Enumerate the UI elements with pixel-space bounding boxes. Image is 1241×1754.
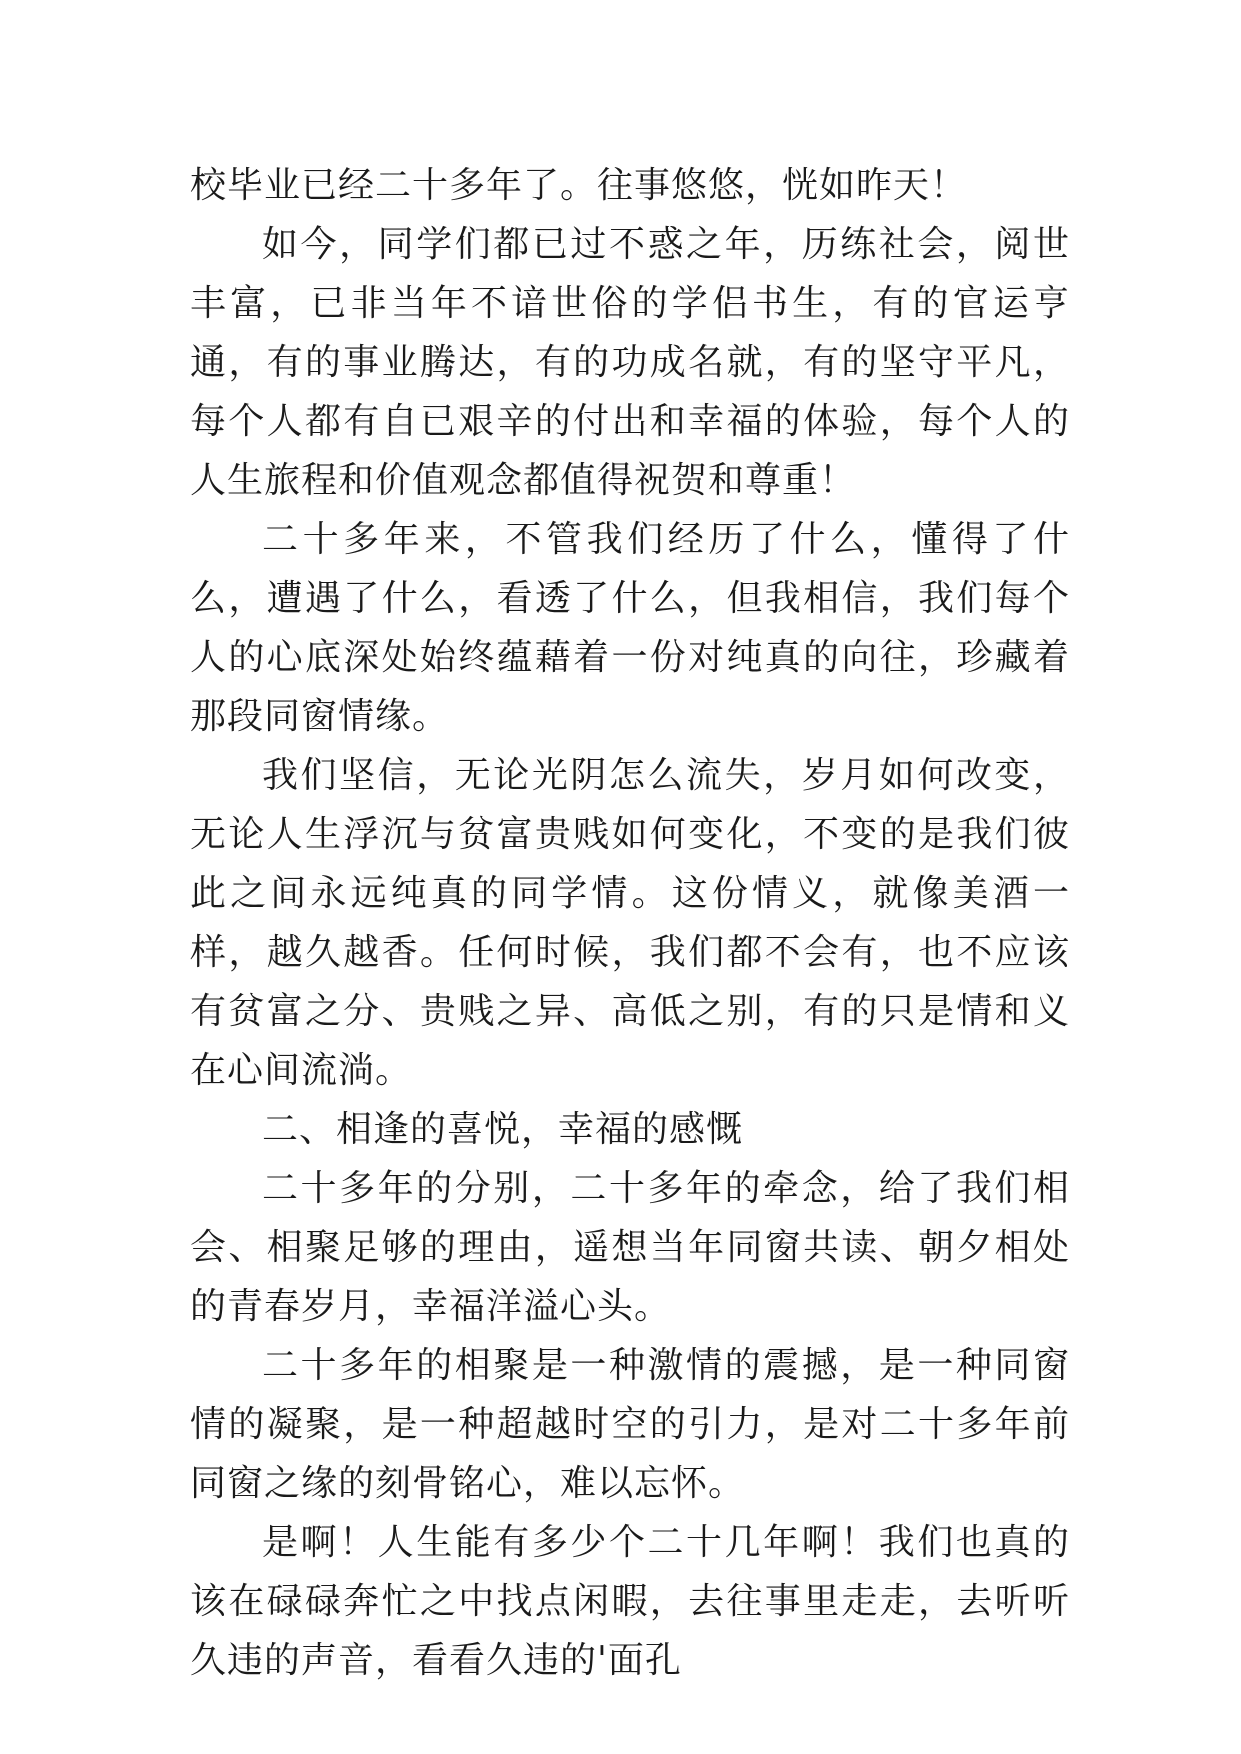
paragraph: 二十多年来，不管我们经历了什么，懂得了什么，遭遇了什么，看透了什么，但我相信，我们每个人的心底深处始终蕴藉着一份对纯真的向往，珍藏着那段同窗情缘。 xyxy=(190,519,1070,737)
paragraph: 校毕业已经二十多年了。往事悠悠，恍如昨天！ xyxy=(190,165,968,206)
paragraph: 我们坚信，无论光阴怎么流失，岁月如何改变，无论人生浮沉与贫富贵贱如何变化，不变的是我们彼此之间永远纯真的同学情。这份情义，就像美酒一样，越久越香。任何时候，我们都不会有，也不应该有贫富之分、贵贱之异、高低之别，有的只是情和义在心间流淌。 xyxy=(190,755,1070,1091)
paragraph: 是啊！人生能有多少个二十几年啊！我们也真的该在碌碌奔忙之中找点闲暇，去往事里走走，去听听久违的声音，看看久违的'面孔 xyxy=(190,1522,1070,1681)
document-body xyxy=(190,156,1070,1690)
paragraph: 如今，同学们都已过不惑之年，历练社会，阅世丰富，已非当年不谙世俗的学侣书生，有的官运亨通，有的事业腾达，有的功成名就，有的坚守平凡，每个人都有自已艰辛的付出和幸福的体验，每个人的人生旅程和价值观念都值得祝贺和尊重！ xyxy=(190,224,1070,501)
paragraph: 二十多年的相聚是一种激情的震撼，是一种同窗情的凝聚，是一种超越时空的引力，是对二十多年前同窗之缘的刻骨铭心，难以忘怀。 xyxy=(190,1345,1070,1504)
section-heading: 二、相逢的喜悦，幸福的感慨 xyxy=(262,1109,744,1150)
paragraph: 二十多年的分别，二十多年的牵念，给了我们相会、相聚足够的理由，遥想当年同窗共读、朝夕相处的青春岁月，幸福洋溢心头。 xyxy=(190,1168,1070,1327)
